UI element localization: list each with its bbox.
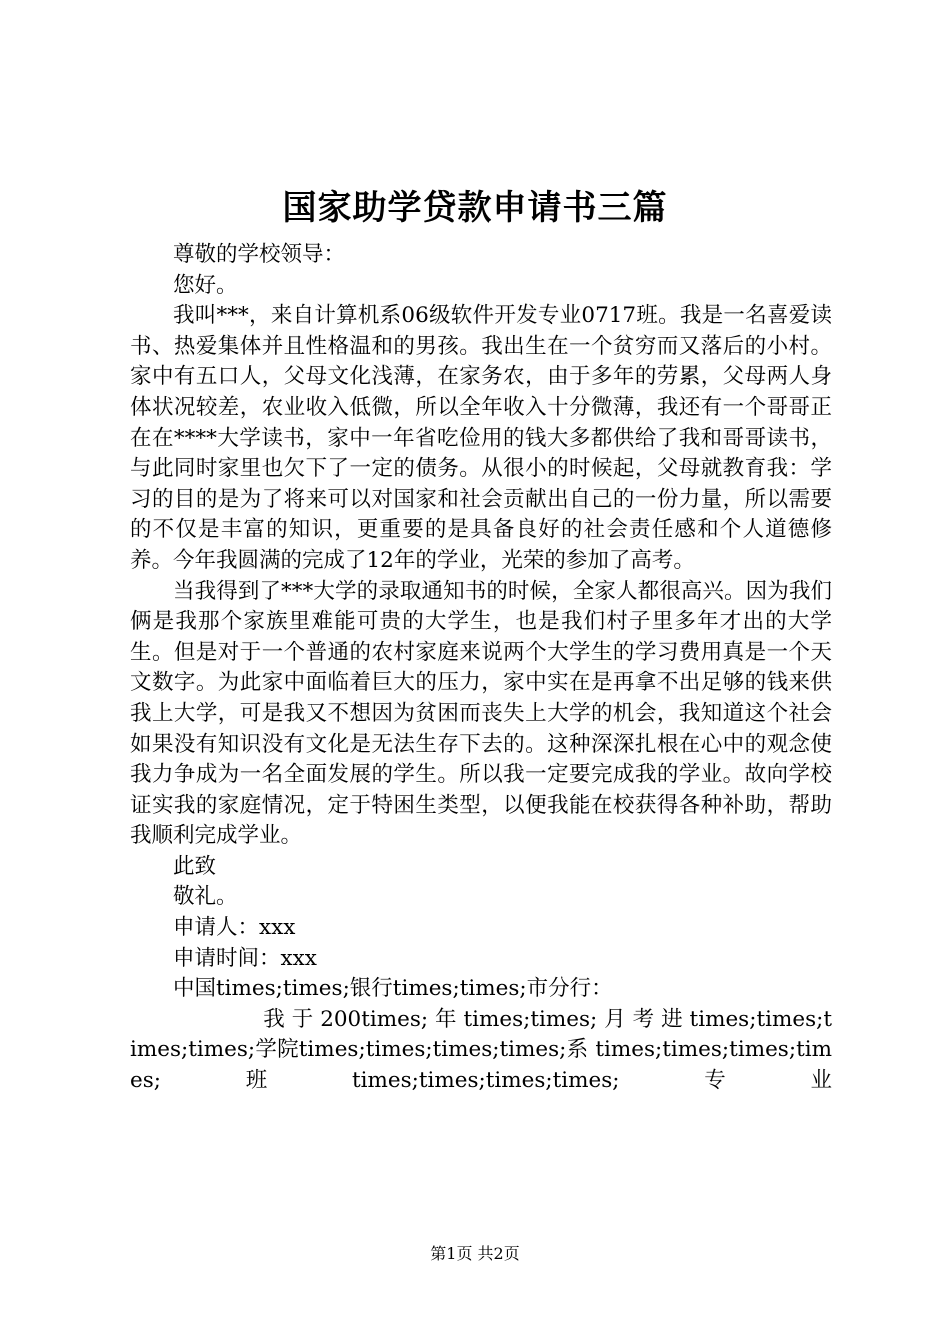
paragraph-1: 我叫***，来自计算机系06级软件开发专业0717班。我是一名喜爱读书、热爱集体并且性格温和的男孩。我出生在一个贫穷而又落后的小村。家中有五口人，父母文化浅薄，在家务农，由于多年的劳累，父母两人身体状况较差，农业收入低微，所以全年收入十分微薄，我还有一个哥哥正在在****大学读书，家中一年省吃俭用的钱大多都供给了我和哥哥读书，与此同时家里也欠下了一定的债务。从很小的时候起，父母就教育我：学习的目的是为了将来可以对国家和社会贡献出自己的一份力量，所以需要的不仅是丰富的知识，更重要的是具备良好的社会责任感和个人道德修养。今年我圆满的完成了12年的学业，光荣的参加了高考。 xyxy=(130,303,832,573)
apply-time: 申请时间：xxx xyxy=(173,945,317,971)
applicant: 申请人：xxx xyxy=(173,915,296,941)
closing-2: 敬礼。 xyxy=(173,884,238,910)
salutation: 尊敬的学校领导： xyxy=(173,242,346,267)
document-title: 国家助学贷款申请书三篇 xyxy=(282,188,668,228)
second-salutation: 中国times;times;银行times;times;市分行： xyxy=(173,976,613,1002)
closing-1: 此致 xyxy=(173,853,217,879)
greeting: 您好。 xyxy=(173,272,238,298)
page-footer: 第1页 共2页 xyxy=(430,1244,520,1263)
paragraph-2: 当我得到了***大学的录取通知书的时候，全家人都很高兴。因为我们俩是我那个家族里难能可贵的大学生，也是我们村子里多年才出的大学生。但是对于一个普通的农村家庭来说两个大学生的学习费用真是一个天文数字。为此家中面临着巨大的压力，家中实在是再拿不出足够的钱来供我上大学，可是我又不想因为贫困而丧失上大学的机会，我知道这个社会如果没有知识没有文化是无法生存下去的。这种深深扎根在心中的观念使我力争成为一名全面发展的学生。所以我一定要完成我的学业。故向学校证实我的家庭情况，定于特困生类型，以便我能在校获得各种补助，帮助我顺利完成学业。 xyxy=(130,578,832,849)
document-body xyxy=(130,240,832,1097)
second-paragraph: 我 于 200times; 年 times;times; 月 考 进 times;times;times;times;学院times;times;times;times;系 times;times;times;times;班times;times;times;times;专业 xyxy=(130,1006,832,1094)
